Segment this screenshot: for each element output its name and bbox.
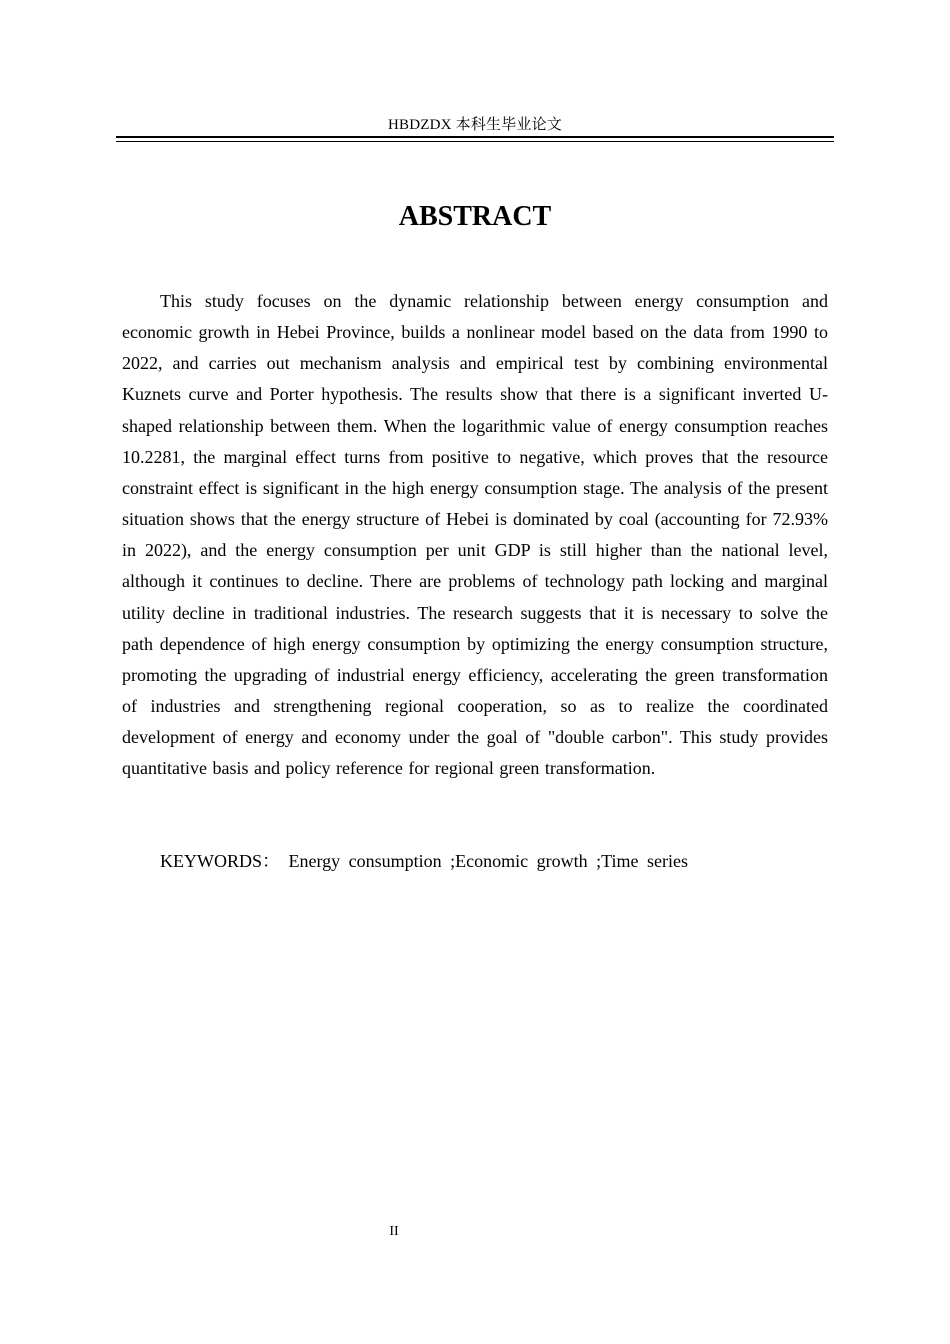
running-header: HBDZDX 本科生毕业论文: [387, 117, 563, 133]
keywords-line: [160, 846, 828, 877]
keywords-label: KEYWORDS：: [160, 851, 280, 871]
page-number: II: [389, 1224, 399, 1239]
header-double-rule: [116, 136, 834, 142]
abstract-title: ABSTRACT: [398, 201, 552, 232]
abstract-paragraph: This study focuses on the dynamic relationship between energy consumption and economic growth in Hebei Province, builds a nonlinear model based on the data from 1990 to 2022, and carries out mechanism analysis and empirical test by combining environmental Kuznets curve and Porter hypothesis. The results show that there is a significant inverted U-shaped relationship between them. When the logarithmic value of energy consumption reaches 10.2281, the marginal effect turns from positive to negative, which proves that the resource constraint effect is significant in the high energy consumption stage. The analysis of the present situation shows that the energy structure of Hebei is dominated by coal (accounting for 72.93% in 2022), and the energy consumption per unit GDP is still higher than the national level, although it continues to decline. There are problems of technology path locking and marginal utility decline in traditional industries. The research suggests that it is necessary to solve the path dependence of high energy consumption by optimizing the energy consumption structure, promoting the upgrading of industrial energy efficiency, accelerating the green transformation of industries and strengthening regional cooperation, so as to realize the coordinated development of energy and economy under the goal of "double carbon". This study provides quantitative basis and policy reference for regional green transformation.: [122, 291, 828, 779]
keywords-text: Energy consumption ;Economic growth ;Time series: [288, 851, 688, 871]
